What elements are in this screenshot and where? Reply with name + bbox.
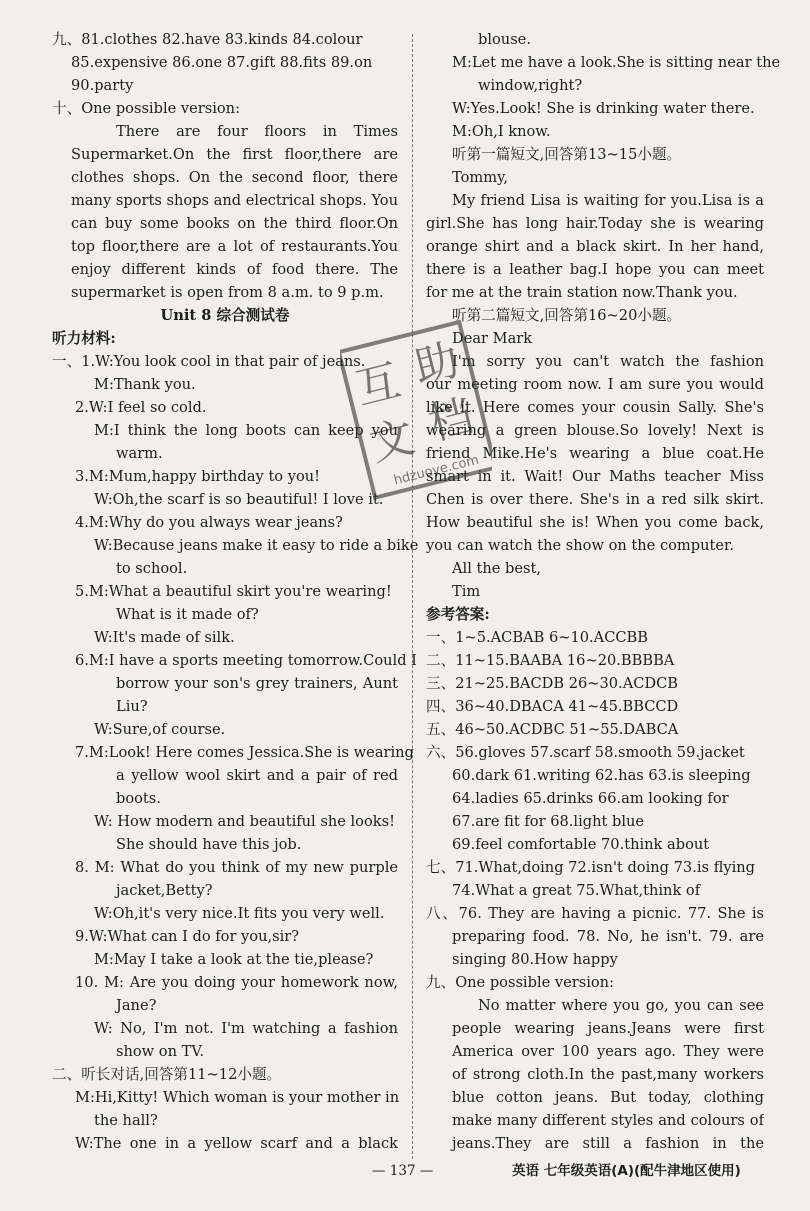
left-column <box>52 28 419 1155</box>
left-line: supermarket is open from 8 a.m. to 9 p.m. <box>71 284 384 301</box>
right-line: M:Oh,I know. <box>452 123 551 140</box>
left-line: W:The one in a yellow scarf and a black <box>75 1135 398 1152</box>
right-line: 八、76. They are having a picnic. 77. She is <box>426 905 764 922</box>
stamp-char-4: 档 <box>423 390 479 451</box>
left-line: enjoy different kinds of food there. The <box>71 261 398 278</box>
left-line: There are four floors in Times <box>116 123 398 140</box>
right-line: friend Mike.He's wearing a blue coat.He <box>426 445 764 462</box>
watermark-stamp <box>340 305 492 505</box>
right-line: No matter where you go, you can see <box>478 997 764 1014</box>
right-line: 60.dark 61.writing 62.has 63.is sleeping <box>452 767 751 784</box>
right-line: My friend Lisa is waiting for you.Lisa is a <box>452 192 764 209</box>
footer-book-title: 英语 七年级英语(A)(配牛津地区使用) <box>512 1163 741 1179</box>
left-line: can buy some books on the third floor.On <box>71 215 398 232</box>
right-line: orange shirt and a black skirt. In her hand, <box>426 238 764 255</box>
right-line: 六、56.gloves 57.scarf 58.smooth 59.jacket <box>426 744 745 761</box>
left-line: 二、听长对话,回答第11~12小题。 <box>52 1066 282 1083</box>
left-line: to school. <box>116 560 188 577</box>
left-line: 7.M:Look! Here comes Jessica.She is wearing <box>75 744 414 761</box>
left-line: W:Sure,of course. <box>94 721 226 738</box>
right-line: How beautiful she is! When you come back, <box>426 514 764 531</box>
left-line: boots. <box>116 790 161 807</box>
left-line: Supermarket.On the first floor,there are <box>71 146 398 163</box>
left-line: 8. M: What do you think of my new purple <box>75 859 398 876</box>
right-line: W:Yes.Look! She is drinking water there. <box>452 100 755 117</box>
left-line: 85.expensive 86.one 87.gift 88.fits 89.on <box>71 54 373 71</box>
left-line: W:Because jeans make it easy to ride a bike <box>94 537 419 554</box>
left-line: W:Oh,the scarf is so beautiful! I love it. <box>94 491 384 508</box>
left-line: show on TV. <box>116 1043 204 1060</box>
left-line: 5.M:What a beautiful skirt you're wearing! <box>75 583 392 600</box>
right-line: you can watch the show on the computer. <box>426 537 735 554</box>
right-line: our meeting room now. I am sure you would <box>426 376 764 393</box>
right-line: 参考答案: <box>426 606 490 623</box>
right-line: 听第二篇短文,回答第16~20小题。 <box>452 307 682 324</box>
left-line: M:I think the long boots can keep you <box>94 422 398 439</box>
right-line: 74.What a great 75.What,think of <box>452 882 701 899</box>
right-column <box>426 28 781 1155</box>
left-line: She should have this job. <box>116 836 302 853</box>
page-number: — 137 — <box>372 1163 434 1179</box>
right-line: 一、1~5.ACBAB 6~10.ACCBB <box>426 629 648 646</box>
right-line: Chen is over there. She's in a red silk skirt. <box>426 491 764 508</box>
right-line: girl.She has long hair.Today she is wearing <box>426 215 764 232</box>
stamp-char-3: 文 <box>364 411 420 472</box>
right-line: jeans.They are still a fashion in the <box>452 1135 764 1152</box>
right-line: 64.ladies 65.drinks 66.am looking for <box>452 790 729 807</box>
left-line: W: No, I'm not. I'm watching a fashion <box>94 1020 398 1037</box>
left-line: warm. <box>116 445 163 462</box>
right-line: make many different styles and colours of <box>452 1112 764 1129</box>
left-line: What is it made of? <box>116 606 259 623</box>
left-line: 90.party <box>71 77 134 94</box>
right-line: 七、71.What,doing 72.isn't doing 73.is flying <box>426 859 756 876</box>
left-line: a yellow wool skirt and a pair of red <box>116 767 398 784</box>
left-line: M:Thank you. <box>94 376 196 393</box>
left-line: many sports shops and electrical shops. You <box>71 192 398 209</box>
left-line: M:May I take a look at the tie,please? <box>94 951 374 968</box>
left-line: 听力材料: <box>52 330 116 347</box>
right-line: window,right? <box>478 77 583 94</box>
right-line: 四、36~40.DBACA 41~45.BBCCD <box>426 698 679 715</box>
right-line: smart in it. Wait! Our Maths teacher Miss <box>426 468 764 485</box>
right-line: Tim <box>452 583 481 600</box>
left-line: W: How modern and beautiful she looks! <box>94 813 395 830</box>
right-line: 三、21~25.BACDB 26~30.ACDCB <box>426 675 678 692</box>
left-line: 十、One possible version: <box>52 100 241 117</box>
right-line: Tommy, <box>452 169 509 186</box>
right-line: like it. Here comes your cousin Sally. She's <box>426 399 764 416</box>
right-line: preparing food. 78. No, he isn't. 79. are <box>452 928 764 945</box>
left-line: 4.M:Why do you always wear jeans? <box>75 514 343 531</box>
right-line: 69.feel comfortable 70.think about <box>452 836 710 853</box>
right-line: 九、One possible version: <box>426 974 615 991</box>
left-line: 九、81.clothes 82.have 83.kinds 84.colour <box>52 31 363 48</box>
left-line: W:Oh,it's very nice.It fits you very well. <box>94 905 385 922</box>
right-line: M:Let me have a look.She is sitting near the <box>452 54 781 71</box>
stamp-char-2: 助 <box>409 334 465 395</box>
left-line: 3.M:Mum,happy birthday to you! <box>75 468 321 485</box>
left-line: clothes shops. On the second floor, there <box>71 169 398 186</box>
right-line: wearing a green blouse.So lovely! Next is <box>426 422 764 439</box>
left-line: 2.W:I feel so cold. <box>75 399 207 416</box>
right-line: 67.are fit for 68.light blue <box>452 813 645 830</box>
left-line: 一、1.W:You look cool in that pair of jeans. <box>52 353 366 370</box>
right-line: people wearing jeans.Jeans were first <box>452 1020 764 1037</box>
right-line: of strong cloth.In the past,many workers <box>452 1066 764 1083</box>
left-line: top floor,there are a lot of restaurants.You <box>71 238 398 255</box>
left-line: Jane? <box>116 997 157 1014</box>
left-line: 9.W:What can I do for you,sir? <box>75 928 300 945</box>
left-line: 10. M: Are you doing your homework now, <box>75 974 398 991</box>
right-line: singing 80.How happy <box>452 951 618 968</box>
right-line: blue cotton jeans. But today, clothing <box>452 1089 764 1106</box>
right-line: 五、46~50.ACDBC 51~55.DABCA <box>426 721 679 738</box>
left-line: M:Hi,Kitty! Which woman is your mother in <box>75 1089 400 1106</box>
left-line: Liu? <box>116 698 148 715</box>
left-line: W:It's made of silk. <box>94 629 235 646</box>
left-line: 6.M:I have a sports meeting tomorrow.Could I <box>75 652 417 669</box>
right-line: I'm sorry you can't watch the fashion <box>452 353 764 370</box>
right-line: 听第一篇短文,回答第13~15小题。 <box>452 146 682 163</box>
right-line: 二、11~15.BAABA 16~20.BBBBA <box>426 652 675 669</box>
right-line: America over 100 years ago. They were <box>452 1043 764 1060</box>
column-divider <box>412 34 413 1159</box>
left-line: the hall? <box>94 1112 158 1129</box>
right-line: there is a leather bag.I hope you can meet <box>426 261 764 278</box>
stamp-url: hdzuoye.com <box>392 452 481 489</box>
stamp-char-1: 互 <box>350 355 406 416</box>
left-line: Unit 8 综合测试卷 <box>160 307 290 324</box>
right-line: blouse. <box>478 31 531 48</box>
left-line: borrow your son's grey trainers, Aunt <box>116 675 398 692</box>
right-line: All the best, <box>452 560 542 577</box>
right-line: for me at the train station now.Thank you. <box>426 284 738 301</box>
left-line: jacket,Betty? <box>116 882 213 899</box>
right-line: Dear Mark <box>452 330 533 347</box>
